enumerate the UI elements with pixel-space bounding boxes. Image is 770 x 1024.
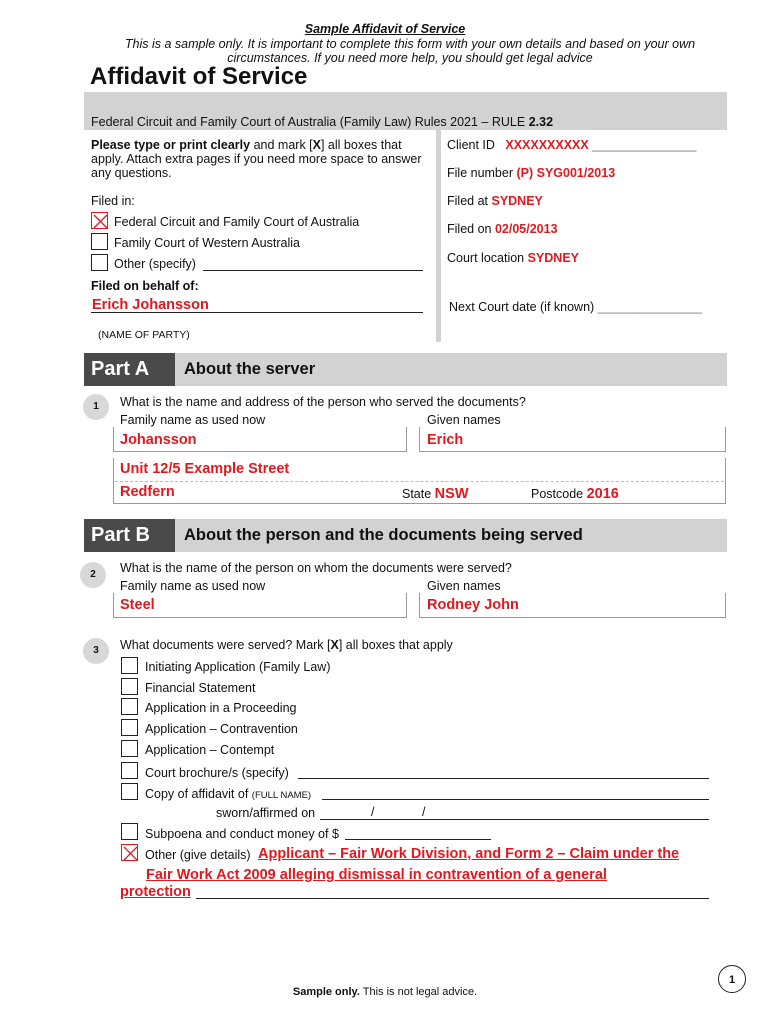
server-postcode: Postcode 2016 [531,486,619,502]
sample-note: This is a sample only. It is important to complete this form with your own details and based on your own circumstances. If you need more help, you should get legal advice [124,37,696,65]
part-a-label: Part A [84,353,175,386]
rules-text: Federal Circuit and Family Court of Australia (Family Law) Rules 2021 – RULE 2.32 [91,115,554,129]
question-number-3: 3 [83,638,109,664]
served-given-names-value: Rodney John [427,597,519,613]
server-address-line: Unit 12/5 Example Street [120,461,290,477]
court-checkbox-federal[interactable] [91,212,108,229]
name-of-party-label: (NAME OF PARTY) [98,329,190,341]
other-court-line[interactable] [203,270,423,271]
doc-checkbox-financial[interactable] [121,678,138,695]
doc-checkbox-proceeding[interactable] [121,698,138,715]
filed-behalf-label: Filed on behalf of: [91,279,199,293]
server-family-name-value: Johansson [120,432,197,448]
date-separator-1: / [371,805,375,819]
doc-label-proceeding: Application in a Proceeding [145,701,297,715]
page-title: Affidavit of Service [90,63,308,90]
part-a-title: About the server [184,360,316,378]
doc-label-affidavit: Copy of affidavit of (FULL NAME) [145,787,312,801]
footer-note: Sample only. This is not legal advice. [292,986,478,998]
doc-checkbox-other[interactable] [121,844,138,861]
doc-checkbox-subpoena[interactable] [121,823,138,840]
part-b-label: Part B [84,519,175,552]
part-a-bar [84,353,727,386]
filed-behalf-line [91,312,423,313]
server-given-names-field[interactable] [419,427,726,452]
served-family-name-field[interactable] [113,593,407,618]
brochure-line[interactable] [298,778,709,779]
other-details-line-3: protection [120,884,191,900]
doc-checkbox-initiating[interactable] [121,657,138,674]
other-details-line-2: Fair Work Act 2009 alleging dismissal in contravention of a general [146,867,607,883]
server-given-names-value: Erich [427,432,464,448]
server-state: State NSW [402,486,469,502]
file-number: File number (P) SYG001/2013 [447,166,616,180]
doc-checkbox-affidavit[interactable] [121,783,138,800]
part-b-title: About the person and the documents being served [184,526,583,544]
next-court-date: Next Court date (if known) _______________ [449,300,702,314]
question-number-2: 2 [80,562,106,588]
doc-label-initiating: Initiating Application (Family Law) [145,660,331,674]
instructions: Please type or print clearly and mark [X] all boxes that apply. Attach extra pages if you need more space to answer any questions. [91,138,422,180]
column-divider [436,130,441,342]
court-location: Court location SYDNEY [447,251,580,265]
doc-label-brochure: Court brochure/s (specify) [145,766,289,780]
family-name-label: Family name as used now [120,579,266,593]
question-2-text: What is the name of the person on whom the documents were served? [120,561,512,575]
doc-label-subpoena: Subpoena and conduct money of $ [145,827,339,841]
affidavit-name-line[interactable] [322,799,709,800]
sworn-date-line[interactable] [320,819,709,820]
date-separator-2: / [422,805,426,819]
filed-in-label: Filed in: [91,194,135,208]
page-number: 1 [718,965,746,993]
doc-checkbox-brochure[interactable] [121,762,138,779]
filed-at: Filed at SYDNEY [447,194,543,208]
cross-mark-icon [122,845,139,862]
filed-behalf-value[interactable]: Erich Johansson [92,297,209,313]
doc-label-contravention: Application – Contravention [145,722,298,736]
court-label-other: Other (specify) [114,257,196,271]
doc-label-financial: Financial Statement [145,681,256,695]
filed-on: Filed on 02/05/2013 [447,222,558,236]
doc-label-other: Other (give details) [145,848,251,862]
doc-label-contempt: Application – Contempt [145,743,275,757]
other-details-line-1: Applicant – Fair Work Division, and Form 2 – Claim under the [258,846,680,862]
court-checkbox-other[interactable] [91,254,108,271]
client-id: Client ID XXXXXXXXXX _______________ [447,138,697,152]
court-label-federal: Federal Circuit and Family Court of Australia [114,215,360,229]
court-checkbox-wa[interactable] [91,233,108,250]
doc-checkbox-contempt[interactable] [121,740,138,757]
sworn-label: sworn/affirmed on [216,806,316,820]
server-suburb: Redfern [120,484,175,500]
subpoena-amount-line[interactable] [345,839,491,840]
court-label-wa: Family Court of Western Australia [114,236,300,250]
question-number-1: 1 [83,394,109,420]
question-3-text: What documents were served? Mark [X] all boxes that apply [120,638,453,652]
other-details-line[interactable] [196,898,709,899]
served-family-name-value: Steel [120,597,155,613]
question-1-text: What is the name and address of the person who served the documents? [120,395,526,409]
given-names-label: Given names [427,579,501,593]
address-divider [115,481,724,482]
sample-title: Sample Affidavit of Service [304,22,466,36]
family-name-label: Family name as used now [120,413,266,427]
doc-checkbox-contravention[interactable] [121,719,138,736]
given-names-label: Given names [427,413,501,427]
cross-mark-icon [92,213,109,230]
